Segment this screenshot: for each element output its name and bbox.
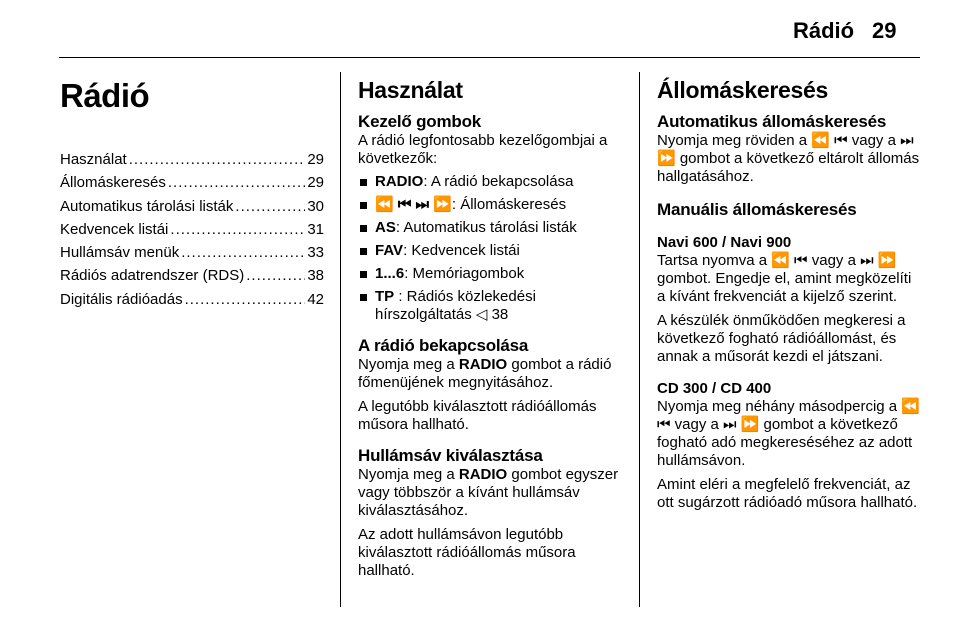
toc-entry[interactable] <box>60 151 324 174</box>
text-run: Nyomja meg a <box>358 356 459 373</box>
control-key: 1...6 <box>375 265 405 282</box>
control-desc: : Állomáskeresés <box>451 196 567 213</box>
text-run: gombot egyszer vagy többször a kívánt hullámsáv kiválasztásához. <box>358 466 619 519</box>
text-run: gombot a rádió főmenüjének megnyitásához. <box>358 356 612 391</box>
power-heading: A rádió bekapcsolása <box>358 336 529 355</box>
toc-label: Automatikus tárolási listák <box>60 197 234 215</box>
toc-label: Használat <box>60 151 127 168</box>
control-desc: : Rádiós közlekedési hírszolgáltatás ◁ 38 <box>375 288 536 323</box>
list-item <box>358 219 624 237</box>
control-key: TP <box>375 288 395 305</box>
toc-leader <box>185 291 306 309</box>
section-title: Állomáskeresés <box>657 77 828 103</box>
toc-leader <box>168 174 305 192</box>
list-item <box>358 288 624 324</box>
control-desc: : Memóriagombok <box>404 265 525 282</box>
column-divider-2 <box>639 72 640 607</box>
toc-leader <box>129 151 306 169</box>
control-key: AS <box>375 219 396 236</box>
toc-label: Állomáskeresés <box>60 174 166 192</box>
toc-label: Digitális rádióadás <box>60 290 183 308</box>
toc-page: 33 <box>307 244 324 262</box>
toc-page: 42 <box>307 290 324 308</box>
bullet-marker <box>360 179 367 186</box>
cd-heading: CD 300 / CD 400 <box>657 380 772 397</box>
toc-entry[interactable] <box>60 291 324 314</box>
bullet-marker <box>360 294 367 301</box>
header-rule <box>59 57 920 58</box>
toc-label: Hullámsáv menük <box>60 244 180 262</box>
cd-paragraph-2: Amint eléri a megfelelő frekvenciát, az ott sugárzott rádióadó műsora hallható. <box>657 476 918 511</box>
toc-leader <box>181 244 305 262</box>
toc-entry[interactable] <box>60 244 324 267</box>
band-paragraph-1 <box>358 466 624 520</box>
toc-page: 30 <box>307 197 324 215</box>
control-key: RADIO <box>375 173 424 190</box>
toc-entry[interactable] <box>60 198 324 221</box>
list-item <box>358 242 624 260</box>
usage-column <box>358 76 624 580</box>
text-run: Nyomja meg a <box>358 466 459 483</box>
list-item <box>358 265 624 283</box>
navi-heading: Navi 600 / Navi 900 <box>657 234 792 251</box>
power-paragraph-1 <box>358 356 624 392</box>
band-heading: Hullámsáv kiválasztása <box>358 446 543 465</box>
table-of-contents <box>60 151 324 314</box>
section-title: Használat <box>358 77 463 103</box>
toc-page: 38 <box>307 267 324 285</box>
auto-search-heading: Automatikus állomáskeresés <box>657 112 887 131</box>
toc-entry[interactable] <box>60 267 324 290</box>
toc-entry[interactable] <box>60 221 324 244</box>
toc-entry[interactable] <box>60 174 324 197</box>
controls-intro: A rádió legfontosabb kezelőgombjai a következők: <box>358 132 608 167</box>
power-paragraph-2: A legutóbb kiválasztott rádióállomás műsora hallható. <box>358 398 597 433</box>
control-key: FAV <box>375 242 404 259</box>
navi-paragraph-1: Tartsa nyomva a ⏪ ⏮ vagy a ⏭ ⏩ gombot. Engedje el, amint megközelíti a kívánt frekvenciát a kijelző szerint. <box>657 252 912 305</box>
header-title: Rádió <box>793 18 855 43</box>
page-number: 29 <box>872 18 897 43</box>
toc-page: 31 <box>307 220 324 238</box>
controls-heading: Kezelő gombok <box>358 112 482 131</box>
toc-column <box>60 76 324 314</box>
radio-key: RADIO <box>458 466 508 483</box>
bullet-marker <box>360 248 367 255</box>
manual-search-heading: Manuális állomáskeresés <box>657 200 857 219</box>
controls-list <box>358 173 624 324</box>
navi-paragraph-2: A készülék önműködően megkeresi a következő fogható rádióállomást, és annak a műsorát kezdi el játszani. <box>657 312 906 365</box>
seek-buttons-icon: ⏪ ⏮ ⏭ ⏩ <box>375 196 452 213</box>
toc-leader <box>235 198 305 216</box>
control-desc: : Automatikus tárolási listák <box>395 219 577 236</box>
chapter-title: Rádió <box>60 77 150 114</box>
toc-page: 29 <box>307 174 324 192</box>
toc-page: 29 <box>307 151 324 168</box>
bullet-marker <box>360 202 367 209</box>
control-desc: : A rádió bekapcsolása <box>423 173 574 190</box>
station-search-column <box>657 76 923 512</box>
toc-leader <box>170 221 305 239</box>
column-divider-1 <box>340 72 341 607</box>
control-desc: : Kedvencek listái <box>403 242 520 259</box>
list-item <box>358 173 624 191</box>
radio-key: RADIO <box>458 356 508 373</box>
list-item <box>358 196 624 214</box>
band-paragraph-2: Az adott hullámsávon legutóbb kiválasztott rádióállomás műsora hallható. <box>358 526 576 579</box>
toc-leader <box>246 267 305 285</box>
bullet-marker <box>360 225 367 232</box>
cd-paragraph-1: Nyomja meg néhány másodpercig a ⏪ ⏮ vagy a ⏭ ⏩ gombot a következő fogható adó megkereséséhez az adott hullámsávon. <box>657 398 920 469</box>
toc-label: Rádiós adatrendszer (RDS) <box>60 267 245 285</box>
auto-search-paragraph: Nyomja meg röviden a ⏪ ⏮ vagy a ⏭ ⏩ gombot a következő eltárolt állomás hallgatásához. <box>657 132 920 185</box>
bullet-marker <box>360 271 367 278</box>
toc-label: Kedvencek listái <box>60 220 169 238</box>
